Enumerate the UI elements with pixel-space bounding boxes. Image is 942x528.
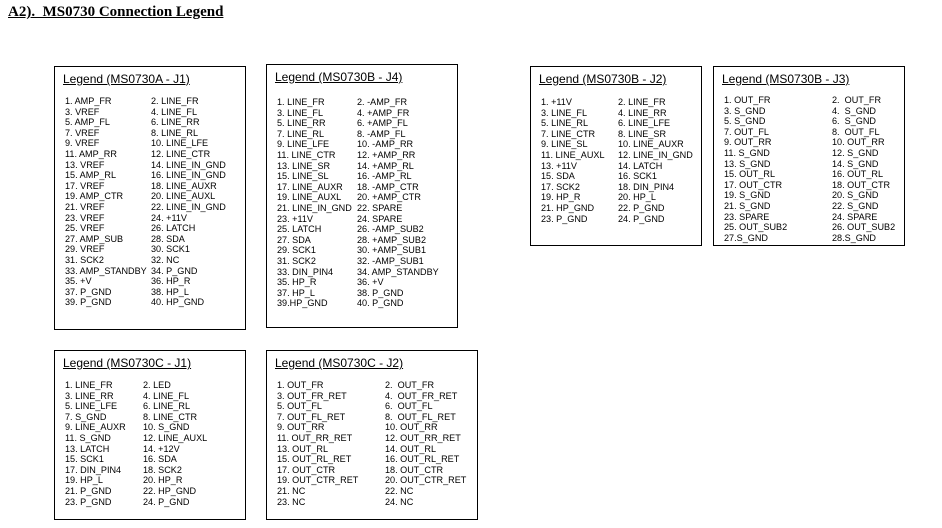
pin-row — [65, 287, 241, 298]
pin-entry: 20. +AMP_CTR — [357, 192, 421, 203]
pin-entry: 4. OUT_FR_RET — [385, 390, 458, 401]
pin-row — [277, 277, 453, 288]
pin-entry: 17. LINE_AUXR — [277, 181, 343, 192]
pin-entry: 9. LINE_AUXR — [65, 422, 126, 433]
pin-entry: 3. LINE_RR — [65, 390, 114, 401]
pin-list — [65, 380, 241, 507]
pin-entry: 16. -AMP_RL — [357, 171, 412, 182]
pin-entry: 1. AMP_FR — [65, 96, 112, 106]
pin-entry: 6. LINE_LFE — [618, 118, 671, 129]
pin-row — [724, 222, 900, 233]
pin-entry: 23. SPARE — [724, 211, 770, 222]
pin-entry: 10. LINE_AUXR — [618, 139, 684, 150]
pin-entry: 38. P_GND — [357, 287, 404, 298]
pin-entry: 6. LINE_RR — [151, 117, 200, 128]
pin-row — [65, 465, 241, 476]
pin-entry: 18. OUT_CTR — [832, 179, 891, 190]
pin-entry: 17. SCK2 — [541, 181, 580, 192]
pin-entry: 11. OUT_RR_RET — [277, 432, 353, 443]
pin-row — [724, 116, 900, 127]
pin-row — [277, 391, 473, 402]
pin-row — [724, 190, 900, 201]
pin-row — [65, 117, 241, 128]
pin-row — [277, 486, 473, 497]
pin-entry: 19. HP_L — [65, 475, 103, 486]
pin-row — [65, 444, 241, 455]
pin-entry: 24. SPARE — [357, 213, 403, 224]
pin-row — [277, 380, 473, 391]
pin-entry: 5. OUT_FL — [277, 401, 322, 412]
page-title: A2). MS0730 Connection Legend — [8, 4, 224, 20]
pin-row — [277, 161, 453, 172]
pin-entry: 17. DIN_PIN4 — [65, 464, 122, 475]
pin-entry: 19. HP_R — [541, 192, 581, 203]
pin-row — [65, 149, 241, 160]
pin-entry: 30. +AMP_SUB1 — [357, 245, 426, 256]
pin-row — [277, 108, 453, 119]
legend-title: Legend (MS0730B - J4) — [275, 70, 403, 84]
pin-entry: 2. LED — [143, 380, 171, 390]
pin-entry: 8. LINE_RL — [151, 127, 199, 138]
pin-entry: 15. LINE_SL — [277, 171, 329, 182]
pin-entry: 14. LATCH — [618, 160, 663, 171]
pin-row — [65, 128, 241, 139]
pin-row — [65, 454, 241, 465]
pin-list — [541, 97, 697, 224]
pin-entry: 2. -AMP_FR — [357, 97, 408, 107]
pin-entry: 16. SCK1 — [618, 171, 657, 182]
pin-entry: 24. NC — [385, 496, 414, 507]
pin-entry: 12. LINE_AUXL — [143, 432, 208, 443]
pin-entry: 4. LINE_RR — [618, 107, 667, 118]
pin-entry: 13. S_GND — [724, 158, 771, 169]
pin-entry: 18. LINE_AUXR — [151, 180, 217, 191]
pin-entry: 22. S_GND — [832, 200, 879, 211]
pin-entry: 15. SCK1 — [65, 454, 104, 465]
pin-row — [724, 137, 900, 148]
pin-row — [65, 170, 241, 181]
pin-row — [277, 422, 473, 433]
pin-row — [724, 169, 900, 180]
pin-entry: 12. LINE_IN_GND — [618, 149, 693, 160]
pin-entry: 13. +11V — [541, 160, 577, 171]
legend-ms0730b-j2 — [530, 66, 702, 246]
pin-row — [277, 182, 453, 193]
pin-row — [65, 191, 241, 202]
pin-row — [277, 214, 453, 225]
pin-row — [65, 422, 241, 433]
pin-row — [65, 297, 241, 308]
pin-row — [65, 497, 241, 508]
legend-title: Legend (MS0730C - J1) — [63, 356, 192, 370]
pin-entry: 40. HP_GND — [151, 297, 205, 308]
pin-entry: 9. LINE_SL — [541, 139, 588, 150]
pin-row — [277, 454, 473, 465]
pin-entry: 11. LINE_CTR — [277, 149, 336, 160]
pin-row — [541, 171, 697, 182]
pin-entry: 6. OUT_FL — [385, 401, 433, 412]
pin-row — [65, 138, 241, 149]
legend-ms0730c-j1 — [54, 350, 246, 520]
pin-entry: 33. AMP_STANDBY — [65, 265, 147, 276]
pin-entry: 26. LATCH — [151, 223, 196, 234]
pin-entry: 32. -AMP_SUB1 — [357, 255, 424, 266]
pin-entry: 8. LINE_SR — [618, 128, 667, 139]
pin-row — [65, 160, 241, 171]
pin-entry: 17. OUT_CTR — [277, 464, 336, 475]
pin-row — [65, 380, 241, 391]
pin-row — [277, 97, 453, 108]
pin-entry: 10. LINE_LFE — [151, 138, 209, 149]
pin-entry: 17. OUT_CTR — [724, 179, 783, 190]
pin-entry: 23. P_GND — [65, 496, 112, 507]
pin-row — [65, 255, 241, 266]
pin-row — [277, 118, 453, 129]
pin-row — [277, 267, 453, 278]
pin-entry: 28.S_GND — [832, 232, 876, 243]
pin-row — [65, 486, 241, 497]
pin-row — [277, 256, 453, 267]
pin-entry: 5. AMP_FL — [65, 117, 110, 128]
pin-entry: 3. OUT_FR_RET — [277, 390, 347, 401]
pin-entry: 21. P_GND — [65, 485, 112, 496]
pin-row — [724, 148, 900, 159]
pin-entry: 31. SCK2 — [277, 255, 316, 266]
pin-row — [541, 203, 697, 214]
pin-row — [277, 245, 453, 256]
legend-ms0730a-j1 — [54, 66, 246, 330]
pin-entry: 25. VREF — [65, 223, 105, 234]
legend-title: Legend (MS0730B - J2) — [539, 72, 667, 86]
legend-title: Legend (MS0730B - J3) — [722, 72, 850, 86]
pin-entry: 7. LINE_CTR — [541, 128, 596, 139]
pin-entry: 21. S_GND — [724, 200, 771, 211]
pin-entry: 14. S_GND — [832, 158, 879, 169]
pin-entry: 33. DIN_PIN4 — [277, 266, 334, 277]
pin-row — [277, 150, 453, 161]
pin-row — [277, 171, 453, 182]
pin-row — [541, 139, 697, 150]
pin-entry: 7. OUT_FL — [724, 126, 769, 137]
pin-row — [541, 118, 697, 129]
pin-entry: 3. S_GND — [724, 105, 766, 116]
pin-row — [277, 192, 453, 203]
pin-row — [724, 180, 900, 191]
legend-title: Legend (MS0730C - J2) — [275, 356, 404, 370]
pin-entry: 16. SDA — [143, 454, 177, 465]
pin-entry: 14. +AMP_RL — [357, 160, 414, 171]
pin-entry: 21. LINE_IN_GND — [277, 202, 352, 213]
legend-ms0730c-j2 — [266, 350, 478, 520]
pin-entry: 14. +12V — [143, 443, 180, 454]
pin-entry: 22. NC — [385, 485, 414, 496]
pin-entry: 36. HP_R — [151, 276, 191, 287]
pin-entry: 18. SCK2 — [143, 464, 182, 475]
pin-entry: 25. LATCH — [277, 224, 322, 235]
pin-entry: 23. NC — [277, 496, 306, 507]
pin-row — [277, 497, 473, 508]
pin-row — [65, 266, 241, 277]
pin-entry: 21. VREF — [65, 201, 105, 212]
pin-row — [277, 444, 473, 455]
legend-ms0730b-j4 — [266, 64, 458, 328]
pin-entry: 8. -AMP_FL — [357, 128, 406, 139]
pin-entry: 16. OUT_RL_RET — [385, 454, 460, 465]
pin-entry: 9. OUT_RR — [277, 422, 325, 433]
pin-entry: 8. OUT_FL_RET — [385, 411, 456, 422]
pin-entry: 12. OUT_RR_RET — [385, 432, 461, 443]
pin-entry: 5. S_GND — [724, 116, 766, 127]
legend-ms0730b-j3 — [713, 66, 905, 246]
pin-entry: 34. AMP_STANDBY — [357, 266, 439, 277]
pin-entry: 22. LINE_IN_GND — [151, 201, 226, 212]
pin-entry: 10. OUT_RR — [832, 137, 885, 148]
pin-row — [724, 159, 900, 170]
legend-title: Legend (MS0730A - J1) — [63, 72, 190, 86]
pin-entry: 13. OUT_RL — [277, 443, 329, 454]
pin-entry: 22. HP_GND — [143, 485, 197, 496]
pin-entry: 25. OUT_SUB2 — [724, 222, 788, 233]
pin-entry: 4. LINE_FL — [151, 106, 197, 117]
pin-row — [541, 97, 697, 108]
pin-list — [277, 380, 473, 507]
pin-entry: 7. VREF — [65, 127, 100, 138]
pin-entry: 5. LINE_LFE — [65, 401, 118, 412]
pin-entry: 5. LINE_RL — [541, 118, 589, 129]
pin-entry: 19. OUT_CTR_RET — [277, 475, 359, 486]
pin-entry: 27. AMP_SUB — [65, 233, 124, 244]
pin-entry: 34. P_GND — [151, 265, 198, 276]
pin-entry: 21. HP_GND — [541, 202, 595, 213]
pin-row — [65, 202, 241, 213]
pin-entry: 20. OUT_CTR_RET — [385, 475, 467, 486]
pin-entry: 26. -AMP_SUB2 — [357, 224, 424, 235]
pin-entry: 5. LINE_RR — [277, 118, 326, 129]
pin-entry: 29. SCK1 — [277, 245, 316, 256]
pin-row — [277, 203, 453, 214]
pin-entry: 27. SDA — [277, 234, 311, 245]
pin-entry: 16. OUT_RL — [832, 169, 884, 180]
pin-row — [277, 475, 473, 486]
pin-entry: 6. S_GND — [832, 116, 876, 127]
pin-row — [277, 139, 453, 150]
pin-entry: 30. SCK1 — [151, 244, 190, 255]
pin-row — [277, 288, 453, 299]
pin-row — [65, 107, 241, 118]
pin-entry: 14. LINE_IN_GND — [151, 159, 226, 170]
pin-entry: 3. LINE_FL — [541, 107, 587, 118]
pin-entry: 1. +11V — [541, 97, 572, 107]
pin-entry: 7. OUT_FL_RET — [277, 411, 346, 422]
pin-entry: 28. SDA — [151, 233, 185, 244]
pin-row — [724, 212, 900, 223]
pin-entry: 10. -AMP_RR — [357, 139, 414, 150]
pin-entry: 2. OUT_FR — [832, 95, 882, 105]
pin-row — [541, 108, 697, 119]
pin-row — [65, 401, 241, 412]
pin-entry: 18. DIN_PIN4 — [618, 181, 675, 192]
pin-entry: 22. SPARE — [357, 202, 403, 213]
pin-row — [65, 234, 241, 245]
pin-list — [724, 95, 900, 243]
pin-row — [277, 401, 473, 412]
pin-entry: 23. P_GND — [541, 213, 588, 224]
pin-row — [724, 106, 900, 117]
pin-list — [65, 96, 241, 308]
pin-row — [65, 244, 241, 255]
pin-entry: 20. HP_L — [618, 192, 656, 203]
pin-entry: 20. HP_R — [143, 475, 183, 486]
pin-row — [65, 96, 241, 107]
pin-entry: 4. +AMP_FR — [357, 107, 410, 118]
pin-row — [277, 412, 473, 423]
pin-entry: 9. LINE_LFE — [277, 139, 330, 150]
pin-entry: 31. SCK2 — [65, 254, 104, 265]
pin-row — [277, 433, 473, 444]
pin-entry: 7. LINE_RL — [277, 128, 325, 139]
pin-entry: 11. AMP_RR — [65, 148, 117, 159]
pin-row — [724, 201, 900, 212]
pin-entry: 2. LINE_FR — [618, 97, 666, 107]
pin-entry: 8. OUT_FL — [832, 126, 880, 137]
pin-entry: 13. LATCH — [65, 443, 110, 454]
pin-entry: 15. OUT_RL_RET — [277, 454, 352, 465]
pin-entry: 23. VREF — [65, 212, 105, 223]
pin-entry: 2. OUT_FR — [385, 380, 435, 390]
pin-entry: 35. +V — [65, 276, 92, 287]
pin-entry: 24. SPARE — [832, 211, 878, 222]
pin-entry: 4. LINE_FL — [143, 390, 189, 401]
pin-entry: 9. VREF — [65, 138, 100, 149]
pin-entry: 13. VREF — [65, 159, 105, 170]
pin-row — [65, 412, 241, 423]
pin-entry: 37. P_GND — [65, 286, 112, 297]
pin-row — [277, 224, 453, 235]
pin-row — [541, 150, 697, 161]
pin-entry: 6. LINE_RL — [143, 401, 191, 412]
pin-entry: 27.S_GND — [724, 232, 768, 243]
pin-entry: 8. LINE_CTR — [143, 411, 198, 422]
pin-entry: 3. VREF — [65, 106, 100, 117]
pin-row — [724, 233, 900, 244]
pin-entry: 11. S_GND — [65, 432, 111, 443]
pin-row — [65, 391, 241, 402]
pin-entry: 38. HP_L — [151, 286, 189, 297]
pin-row — [541, 129, 697, 140]
pin-entry: 7. S_GND — [65, 411, 107, 422]
pin-entry: 11. S_GND — [724, 147, 770, 158]
pin-entry: 22. P_GND — [618, 202, 665, 213]
pin-row — [541, 192, 697, 203]
pin-list — [277, 97, 453, 309]
pin-entry: 13. LINE_SR — [277, 160, 331, 171]
pin-entry: 24. P_GND — [143, 496, 190, 507]
pin-entry: 19. LINE_AUXL — [277, 192, 342, 203]
pin-entry: 29. VREF — [65, 244, 105, 255]
pin-row — [277, 129, 453, 140]
pin-entry: 35. HP_R — [277, 277, 317, 288]
pin-row — [65, 181, 241, 192]
pin-row — [65, 433, 241, 444]
pin-row — [541, 182, 697, 193]
pin-row — [277, 298, 453, 309]
pin-row — [65, 223, 241, 234]
pin-entry: 19. S_GND — [724, 190, 771, 201]
pin-entry: 17. VREF — [65, 180, 105, 191]
pin-entry: 21. NC — [277, 485, 306, 496]
pin-entry: 23. +11V — [277, 213, 313, 224]
pin-row — [65, 276, 241, 287]
pin-entry: 6. +AMP_FL — [357, 118, 408, 129]
pin-entry: 28. +AMP_SUB2 — [357, 234, 426, 245]
pin-entry: 11. LINE_AUXL — [541, 149, 605, 160]
pin-entry: 24. +11V — [151, 212, 187, 223]
pin-entry: 4. S_GND — [832, 105, 876, 116]
pin-entry: 20. S_GND — [832, 190, 879, 201]
pin-entry: 19. AMP_CTR — [65, 191, 124, 202]
pin-row — [724, 127, 900, 138]
pin-row — [65, 213, 241, 224]
pin-entry: 16. LINE_IN_GND — [151, 170, 226, 181]
pin-entry: 32. NC — [151, 254, 180, 265]
pin-entry: 40. P_GND — [357, 298, 404, 309]
pin-entry: 39.HP_GND — [277, 298, 328, 309]
pin-row — [277, 465, 473, 476]
pin-entry: 1. LINE_FR — [277, 97, 325, 107]
pin-entry: 1. LINE_FR — [65, 380, 113, 390]
pin-entry: 37. HP_L — [277, 287, 315, 298]
pin-row — [65, 475, 241, 486]
pin-entry: 20. LINE_AUXL — [151, 191, 216, 202]
pin-row — [277, 235, 453, 246]
pin-entry: 18. OUT_CTR — [385, 464, 444, 475]
pin-entry: 39. P_GND — [65, 297, 112, 308]
pin-entry: 1. OUT_FR — [277, 380, 324, 390]
pin-entry: 15. OUT_RL — [724, 169, 776, 180]
pin-entry: 3. LINE_FL — [277, 107, 323, 118]
pin-entry: 26. OUT_SUB2 — [832, 222, 896, 233]
pin-entry: 1. OUT_FR — [724, 95, 771, 105]
pin-entry: 12. LINE_CTR — [151, 148, 211, 159]
pin-entry: 15. SDA — [541, 171, 575, 182]
pin-entry: 2. LINE_FR — [151, 96, 199, 106]
pin-entry: 10. S_GND — [143, 422, 190, 433]
pin-entry: 36. +V — [357, 277, 384, 288]
pin-entry: 14. OUT_RL — [385, 443, 437, 454]
pin-entry: 24. P_GND — [618, 213, 665, 224]
pin-row — [724, 95, 900, 106]
pin-entry: 10. OUT_RR — [385, 422, 438, 433]
pin-entry: 12. S_GND — [832, 147, 879, 158]
pin-entry: 15. AMP_RL — [65, 170, 117, 181]
pin-row — [541, 214, 697, 225]
pin-entry: 12. +AMP_RR — [357, 149, 416, 160]
pin-entry: 18. -AMP_CTR — [357, 181, 419, 192]
pin-row — [541, 161, 697, 172]
pin-entry: 9. OUT_RR — [724, 137, 772, 148]
